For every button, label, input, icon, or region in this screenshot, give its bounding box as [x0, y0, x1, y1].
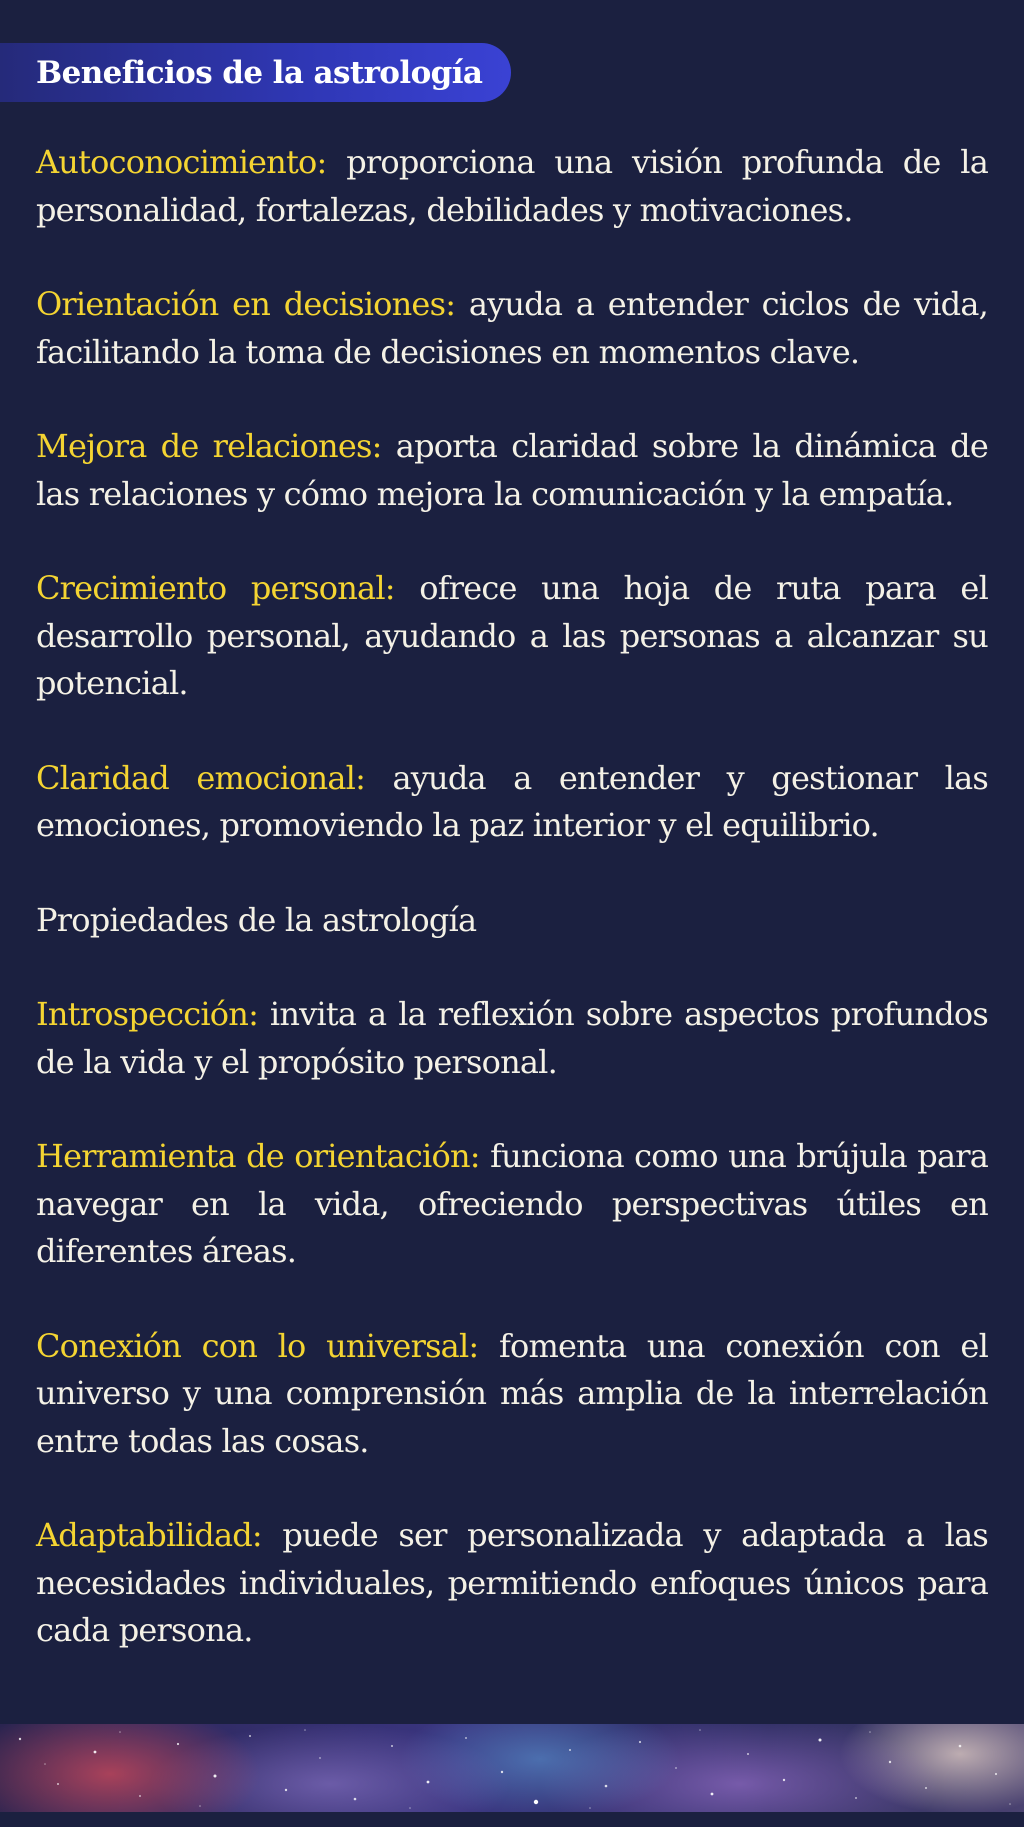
property-item	[36, 1133, 988, 1276]
benefit-text: ayuda a entender y gestionar las emociones, promoviendo la paz interior y el equilibrio.	[36, 758, 988, 844]
benefit-text: ayuda a entender ciclos de vida, facilitando la toma de decisiones en momentos clave.	[36, 285, 988, 371]
benefit-text: ofrece una hoja de ruta para el desarrollo personal, ayudando a las personas a alcanzar su potencial.	[36, 569, 989, 702]
starfield-graphic	[0, 1724, 1024, 1812]
property-text: fomenta una conexión con el universo y una comprensión más amplia de la interrelación entre todas las cosas.	[36, 1326, 988, 1460]
property-label: Introspección:	[36, 995, 259, 1033]
property-text: invita a la reflexión sobre aspectos profundos de la vida y el propósito personal.	[36, 995, 988, 1081]
properties-heading: Propiedades de la astrología	[36, 900, 477, 939]
benefit-item	[36, 281, 988, 376]
benefit-item	[36, 139, 988, 234]
benefit-text: aporta claridad sobre la dinámica de las relaciones y cómo mejora la comunicación y la empatía.	[36, 427, 988, 513]
property-label: Herramienta de orientación:	[36, 1137, 480, 1175]
property-item	[36, 1323, 988, 1466]
bottom-divider	[0, 1812, 1024, 1827]
property-text: funciona como una brújula para navegar en la vida, ofreciendo perspectivas útiles en diferentes áreas.	[36, 1137, 989, 1270]
property-label: Conexión con lo universal:	[36, 1326, 479, 1365]
property-item	[36, 991, 988, 1086]
section-title: Beneficios de la astrología	[36, 54, 483, 91]
benefit-label: Orientación en decisiones:	[36, 285, 456, 323]
section-header-pill	[0, 43, 511, 102]
benefit-item	[36, 565, 988, 708]
benefit-label: Mejora de relaciones:	[36, 427, 382, 465]
galaxy-banner-image	[0, 1724, 1024, 1812]
benefit-label: Autoconocimiento:	[36, 143, 327, 181]
property-item	[36, 1512, 988, 1655]
benefit-item	[36, 423, 988, 518]
benefit-text: proporciona una visión profunda de la personalidad, fortalezas, debilidades y motivaciones.	[36, 143, 988, 229]
benefit-item	[36, 755, 988, 850]
benefit-label: Crecimiento personal:	[36, 569, 395, 607]
article-body	[36, 139, 988, 1655]
benefit-label: Claridad emocional:	[36, 758, 366, 797]
property-label: Adaptabilidad:	[36, 1516, 262, 1554]
property-text: puede ser personalizada y adaptada a las necesidades individuales, permitiendo enfoques únicos para cada persona.	[36, 1516, 988, 1649]
